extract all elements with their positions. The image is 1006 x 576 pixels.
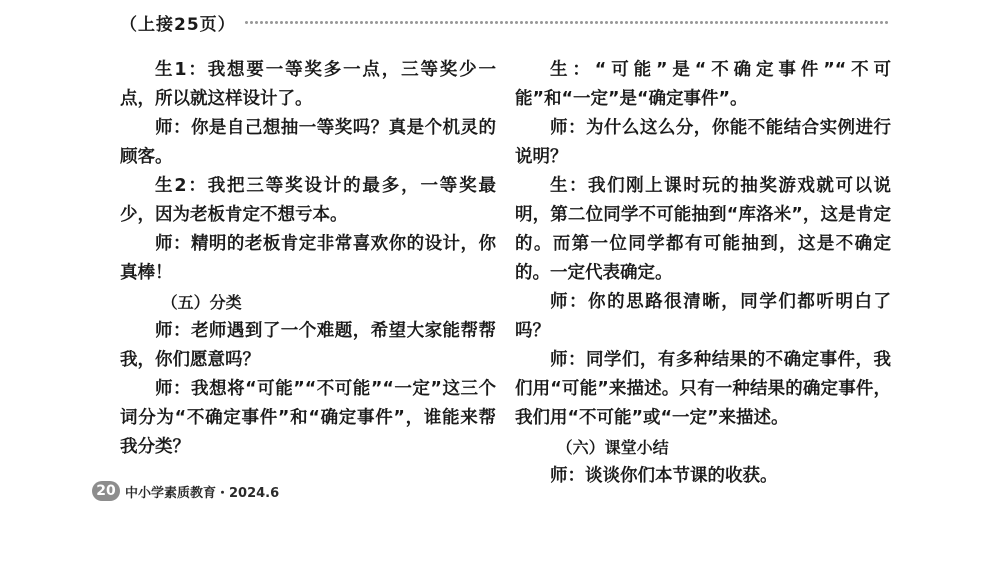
paragraph: 生2：我把三等奖设计的最多，一等奖最少，因为老板肯定不想亏本。 bbox=[120, 176, 496, 225]
paragraph: 生：“可能”是“不确定事件”“不可能”和“一定”是“确定事件”。 bbox=[515, 60, 891, 109]
continued-header bbox=[120, 8, 890, 36]
continued-from-label: （上接25页） bbox=[120, 14, 236, 35]
paragraph: 师：精明的老板肯定非常喜欢你的设计，你真棒！ bbox=[120, 234, 496, 283]
section-heading: （五）分类 bbox=[161, 293, 242, 312]
paragraph: 生：我们刚上课时玩的抽奖游戏就可以说明，第二位同学不可能抽到“库洛米”，这是肯定的。而第一位同学都有可能抽到，这是不确定的。一定代表确定。 bbox=[515, 176, 891, 283]
page-number-badge: 20 bbox=[92, 481, 120, 501]
page-footer bbox=[92, 481, 279, 501]
paragraph: 师：你的思路很清晰，同学们都听明白了吗？ bbox=[515, 292, 891, 341]
dotted-rule bbox=[244, 20, 890, 25]
paragraph: 师：同学们，有多种结果的不确定事件，我们用“可能”来描述。只有一种结果的确定事件，我们用“不可能”或“一定”来描述。 bbox=[515, 350, 891, 428]
paragraph: 师：老师遇到了一个难题，希望大家能帮帮我，你们愿意吗？ bbox=[120, 321, 496, 370]
left-column bbox=[120, 56, 496, 462]
paragraph: 生1：我想要一等奖多一点，三等奖少一点，所以就这样设计了。 bbox=[120, 60, 496, 109]
paragraph: 师：你是自己想抽一等奖吗？真是个机灵的顾客。 bbox=[120, 118, 496, 167]
paragraph: 师：为什么这么分，你能不能结合实例进行说明？ bbox=[515, 118, 891, 167]
paragraph: 师：我想将“可能”“不可能”“一定”这三个词分为“不确定事件”和“确定事件”，谁能来帮我分类？ bbox=[120, 379, 496, 457]
journal-name: 中小学素质教育・2024.6 bbox=[125, 485, 280, 501]
right-column bbox=[515, 56, 891, 491]
section-heading: （六）课堂小结 bbox=[556, 438, 669, 457]
paragraph: 师：谈谈你们本节课的收获。 bbox=[550, 466, 778, 486]
